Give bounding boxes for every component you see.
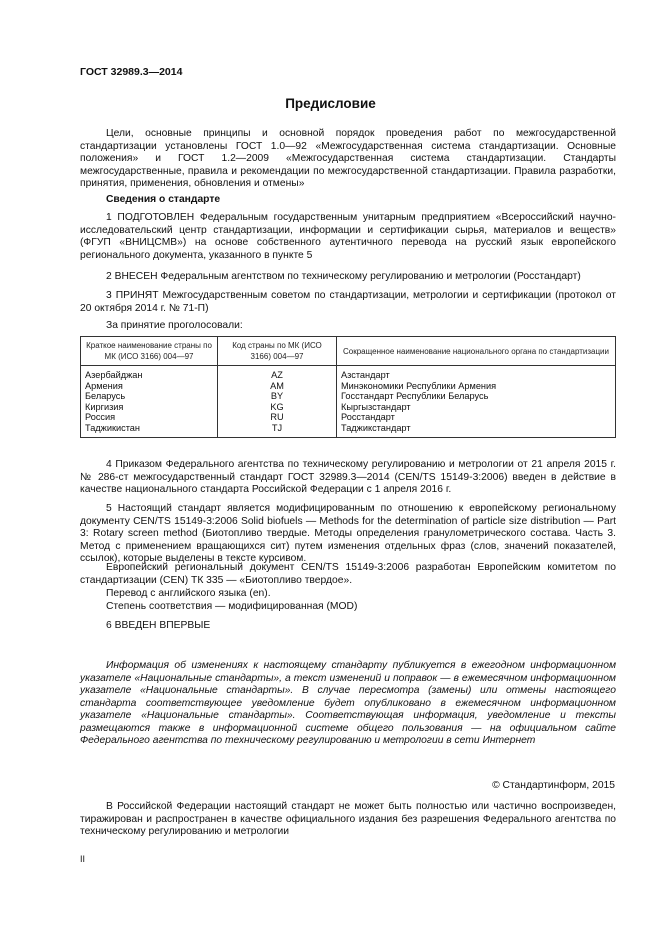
item-5-conformity: Степень соответствия — модифицированная (MOD) bbox=[106, 601, 358, 612]
item-2-text: 2 ВНЕСЕН Федеральным агентством по техническому регулированию и метрологии (Росстандарт) bbox=[106, 271, 581, 282]
table-cell-body: Госстандарт Республики Беларусь bbox=[337, 391, 616, 402]
voting-table bbox=[80, 336, 616, 438]
table-cell-country: Россия bbox=[81, 412, 218, 423]
page-number: II bbox=[80, 854, 86, 864]
table-row bbox=[81, 402, 616, 413]
voted-label: За принятие проголосовали: bbox=[106, 320, 243, 331]
table-cell-country: Беларусь bbox=[81, 391, 218, 402]
table-cell-body: Минэкономики Республики Армения bbox=[337, 381, 616, 392]
table-cell-body: Кыргызстандарт bbox=[337, 402, 616, 413]
table-cell-body: Азстандарт bbox=[337, 366, 616, 381]
item-3 bbox=[80, 290, 616, 315]
copyright: © Стандартинформ, 2015 bbox=[492, 780, 615, 791]
table-row bbox=[81, 412, 616, 423]
item-4-text: 4 Приказом Федерального агентства по техническому регулированию и метрологии от 21 апреля 2015 г. № 286-ст межгосударственный стандарт ГОСТ 32989.3—2014 (CEN/TS 15149-3:2006) введен в действие в качестве национального стандарта Российской Федерации с 1 апреля 2016 г. bbox=[80, 459, 616, 495]
table-header-body: Сокращенное наименование национального органа по стандартизации bbox=[337, 337, 616, 366]
item-1 bbox=[80, 212, 616, 262]
item-1-text: 1 ПОДГОТОВЛЕН Федеральным государственным унитарным предприятием «Всероссийский научно-исследовательский центр стандартизации, информации и сертификации сырья, материалов и веществ» (ФГУП «ВНИЦСМВ») на основе собственного аутентичного перевода на русский язык европейского регионального документа, указанного в пункте 5 bbox=[80, 212, 616, 261]
item-3-text: 3 ПРИНЯТ Межгосударственным советом по стандартизации, метрологии и сертификации (протокол от 20 октября 2014 г. № 71-П) bbox=[80, 290, 616, 314]
changes-notice bbox=[80, 660, 616, 748]
item-4 bbox=[80, 459, 616, 497]
table-cell-country: Армения bbox=[81, 381, 218, 392]
table-header-row bbox=[81, 337, 616, 366]
document-header: ГОСТ 32989.3—2014 bbox=[80, 66, 183, 78]
table-row bbox=[81, 381, 616, 392]
table-cell-code: TJ bbox=[218, 423, 337, 438]
intro-paragraph bbox=[80, 128, 616, 191]
table-cell-body: Таджикстандарт bbox=[337, 423, 616, 438]
rights-notice-text: В Российской Федерации настоящий стандарт не может быть полностью или частично воспроизведен, тиражирован и распространен в качестве официального издания без разрешения Федерального агентства по техническому регулированию и метрологии bbox=[80, 801, 616, 837]
table-cell-country: Киргизия bbox=[81, 402, 218, 413]
table-cell-code: KG bbox=[218, 402, 337, 413]
table-header-country: Краткое наименование страны по МК (ИСО 3166) 004—97 bbox=[81, 337, 218, 366]
item-2 bbox=[80, 271, 616, 284]
item-5-text: 5 Настоящий стандарт является модифицированным по отношению к европейскому региональному документу CEN/TS 15149-3:2006 Solid biofuels — Methods for the determination of particle size distribution — Part 3: Rotary screen method (Биотопливо твердые. Методы определения гранулометрического состава. Часть 3. Метод с применением вращающихся сит) путем изменения отдельных фраз (слов, значений показателей, ссылок), которые выделены в тексте курсивом. bbox=[80, 503, 616, 564]
table-row bbox=[81, 366, 616, 381]
table-cell-code: BY bbox=[218, 391, 337, 402]
table-cell-code: AM bbox=[218, 381, 337, 392]
table-row bbox=[81, 391, 616, 402]
table-cell-code: AZ bbox=[218, 366, 337, 381]
item-5-translation: Перевод с английского языка (en). bbox=[106, 588, 271, 599]
table-cell-country: Азербайджан bbox=[81, 366, 218, 381]
item-5 bbox=[80, 503, 616, 566]
table-row bbox=[81, 423, 616, 438]
table-cell-body: Росстандарт bbox=[337, 412, 616, 423]
changes-notice-text: Информация об изменениях к настоящему стандарту публикуется в ежегодном информационном указателе «Национальные стандарты», а текст изменений и поправок — в ежемесячном информационном указателе «Национальные стандарты». В случае пересмотра (замены) или отмены настоящего стандарта соответствующее уведомление будет опубликовано в ежемесячном информационном указателе «Национальные стандарты». Соответствующая информация, уведомление и тексты размещаются также в информационной системе общего пользования — на официальном сайте Федерального агентства по техническому регулированию и метрологии в сети Интернет bbox=[80, 660, 616, 746]
item-5-european-doc bbox=[80, 562, 616, 587]
info-heading: Сведения о стандарте bbox=[106, 194, 221, 205]
table-cell-country: Таджикистан bbox=[81, 423, 218, 438]
table-cell-code: RU bbox=[218, 412, 337, 423]
intro-text: Цели, основные принципы и основной порядок проведения работ по межгосударственной стандартизации установлены ГОСТ 1.0—92 «Межгосударственная система стандартизации. Основные положения» и ГОСТ 1.2—2009 «Межгосударственная система стандартизации. Стандарты межгосударственные, правила и рекомендации по межгосударственной стандартизации. Правила разработки, принятия, применения, обновления и отмены» bbox=[80, 128, 616, 189]
table-header-code: Код страны по МК (ИСО 3166) 004—97 bbox=[218, 337, 337, 366]
item-6: 6 ВВЕДЕН ВПЕРВЫЕ bbox=[106, 620, 211, 631]
rights-notice bbox=[80, 801, 616, 839]
page-title: Предисловие bbox=[285, 96, 376, 111]
item-5b-text: Европейский региональный документ CEN/TS 15149-3:2006 разработан Европейским комитетом по стандартизации (CEN) ТК 335 — «Биотопливо твердое». bbox=[80, 562, 616, 586]
